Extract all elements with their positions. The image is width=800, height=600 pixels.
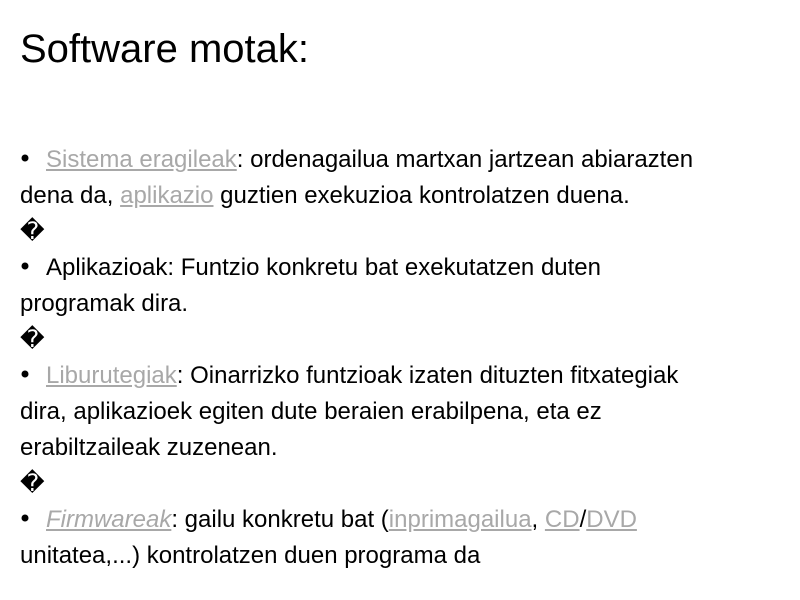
link-dvd[interactable]: DVD (586, 506, 637, 533)
list-item-applications (20, 250, 790, 286)
software-types-list (20, 142, 790, 574)
bullet-icon (20, 153, 30, 163)
list-item-libraries (20, 358, 790, 394)
bullet-icon (20, 513, 30, 523)
separator-line (20, 214, 790, 250)
list-item-continuation (20, 394, 790, 430)
item-text: , (531, 506, 545, 533)
item-text: : ordenagailua martxan jartzean abiarazten (236, 146, 694, 173)
item-text: : gailu konkretu bat ( (171, 506, 389, 533)
link-aplikazio[interactable]: aplikazio (120, 182, 214, 209)
link-sistema-eragileak[interactable]: Sistema eragileak (46, 146, 237, 173)
bullet-icon (20, 369, 30, 379)
item-text: unitatea,...) kontrolatzen duen programa da (20, 542, 481, 569)
item-text: dena da, (20, 182, 121, 209)
list-item-continuation (20, 430, 790, 466)
bullet-icon (20, 261, 30, 271)
item-text: programak dira. (20, 290, 189, 317)
link-cd[interactable]: CD (544, 506, 580, 533)
list-item-continuation (20, 538, 790, 574)
missing-glyph-icon: � (20, 218, 45, 245)
list-item-operating-systems (20, 142, 790, 178)
page-title: Software motak: (20, 27, 310, 71)
item-text: dira, aplikazioek egiten dute beraien erabilpena, eta ez (20, 398, 602, 425)
separator-line (20, 322, 790, 358)
missing-glyph-icon: � (20, 326, 45, 353)
missing-glyph-icon: � (20, 470, 45, 497)
list-item-firmware (20, 502, 790, 538)
list-item-continuation (20, 286, 790, 322)
link-inprimagailua[interactable]: inprimagailua (388, 506, 532, 533)
link-firmwareak[interactable]: Firmwareak (46, 506, 172, 533)
item-text: / (579, 506, 587, 533)
item-text: : Oinarrizko funtzioak izaten dituzten fitxategiak (176, 362, 679, 389)
separator-line (20, 466, 790, 502)
item-text: erabiltzaileak zuzenean. (20, 434, 278, 461)
item-text: Aplikazioak: Funtzio konkretu bat exekutatzen duten (46, 254, 601, 281)
list-item-continuation (20, 178, 790, 214)
item-text: guztien exekuzioa kontrolatzen duena. (213, 182, 630, 209)
link-liburutegiak[interactable]: Liburutegiak (46, 362, 177, 389)
